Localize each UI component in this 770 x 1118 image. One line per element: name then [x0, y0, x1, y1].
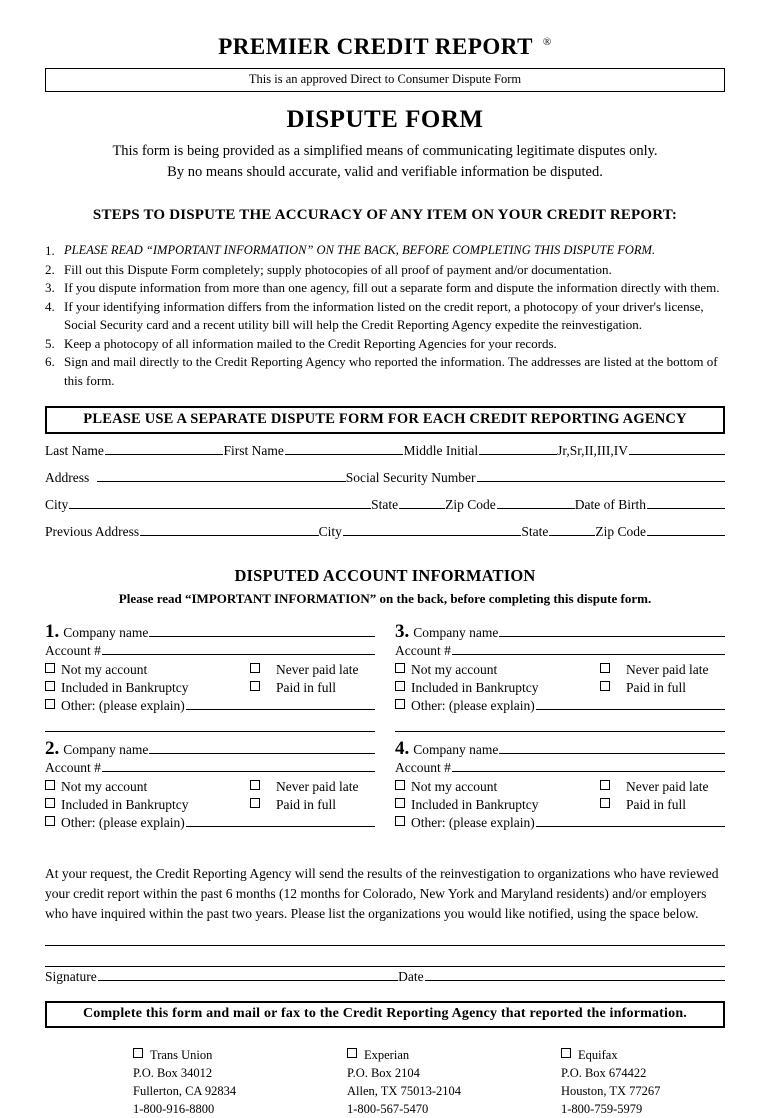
step-number: 6.	[45, 354, 55, 370]
option-label: Paid in full	[626, 796, 686, 812]
option-label: Other: (please explain)	[411, 814, 535, 830]
checkbox-icon[interactable]	[395, 663, 405, 673]
option-other[interactable]	[45, 815, 375, 831]
checkbox-icon[interactable]	[395, 816, 405, 826]
ssn-input[interactable]	[477, 470, 726, 482]
option-label: Other: (please explain)	[411, 697, 535, 713]
agency-name: Experian	[364, 1047, 410, 1062]
middle-initial-label: Middle Initial	[403, 442, 479, 458]
options-row	[45, 662, 375, 678]
option-label: Other: (please explain)	[61, 814, 185, 830]
dispute-options	[45, 779, 375, 831]
approved-notice-text: This is an approved Direct to Consumer Dispute Form	[248, 72, 522, 87]
agency-trans-union	[45, 1046, 297, 1118]
option-not-my-account[interactable]	[45, 779, 250, 795]
option-label: Not my account	[61, 661, 148, 677]
option-included-in-bankruptcy[interactable]	[395, 680, 600, 696]
other-explain-input[interactable]	[186, 815, 375, 827]
agency-name: Trans Union	[150, 1047, 213, 1062]
checkbox-icon[interactable]	[45, 780, 55, 790]
checkbox-icon[interactable]	[133, 1048, 143, 1058]
block-number: 4.	[395, 737, 410, 759]
name-row	[45, 443, 725, 459]
dispute-blocks	[45, 622, 725, 838]
account-number-row	[45, 760, 375, 776]
option-never-paid-late[interactable]	[250, 779, 375, 795]
account-number-row	[395, 760, 725, 776]
account-number-input[interactable]	[452, 760, 725, 772]
checkbox-icon[interactable]	[250, 663, 260, 673]
option-never-paid-late[interactable]	[600, 779, 725, 795]
company-name-row	[395, 739, 725, 758]
previous-state-label: State	[521, 523, 549, 539]
company-name-input[interactable]	[499, 742, 725, 754]
checkbox-icon[interactable]	[600, 798, 610, 808]
step-item	[45, 261, 725, 279]
middle-initial-input[interactable]	[479, 443, 557, 455]
dispute-options	[45, 662, 375, 732]
options-row	[45, 680, 375, 696]
signature-label: Signature	[45, 968, 97, 984]
options-row	[395, 662, 725, 678]
option-label: Not my account	[411, 778, 498, 794]
ssn-label: Social Security Number	[345, 469, 476, 485]
checkbox-icon[interactable]	[395, 798, 405, 808]
checkbox-icon[interactable]	[250, 681, 260, 691]
block-number: 1.	[45, 620, 60, 642]
previous-address-row	[45, 524, 725, 540]
last-name-input[interactable]	[105, 443, 224, 455]
step-number: 3.	[45, 280, 55, 296]
option-label: Paid in full	[276, 796, 336, 812]
agency-po-box: P.O. Box 2104	[347, 1065, 420, 1080]
previous-city-input[interactable]	[343, 524, 522, 536]
company-name-label: Company name	[413, 741, 499, 757]
address-input[interactable]	[97, 470, 346, 482]
agency-name: Equifax	[578, 1047, 618, 1062]
account-number-input[interactable]	[102, 760, 375, 772]
separate-form-notice-text: PLEASE USE A SEPARATE DISPUTE FORM FOR EACH CREDIT REPORTING AGENCY	[83, 410, 687, 427]
checkbox-icon[interactable]	[45, 816, 55, 826]
options-row	[45, 779, 375, 795]
options-row	[395, 680, 725, 696]
other-explain-input[interactable]	[536, 698, 725, 710]
option-label: Paid in full	[276, 679, 336, 695]
agency-po-box: P.O. Box 674422	[561, 1065, 647, 1080]
agency-po-box: P.O. Box 34012	[133, 1065, 213, 1080]
dispute-block	[395, 622, 725, 732]
option-label: Included in Bankruptcy	[411, 679, 539, 695]
option-never-paid-late[interactable]	[600, 662, 725, 678]
step-number: 2.	[45, 261, 55, 277]
signature-row	[45, 969, 725, 985]
account-number-label: Account #	[45, 642, 101, 658]
city-state-zip-row	[45, 497, 725, 513]
checkbox-icon[interactable]	[347, 1048, 357, 1058]
company-name-input[interactable]	[499, 625, 725, 637]
date-of-birth-input[interactable]	[647, 497, 725, 509]
agency-experian	[297, 1046, 511, 1118]
step-item	[45, 242, 725, 260]
option-not-my-account[interactable]	[45, 662, 250, 678]
option-included-in-bankruptcy[interactable]	[395, 797, 600, 813]
agency-name-row[interactable]	[347, 1046, 511, 1064]
option-label: Not my account	[61, 778, 148, 794]
step-item	[45, 298, 725, 335]
options-row	[395, 779, 725, 795]
step-text: Sign and mail directly to the Credit Reporting Agency who reported the information. The addresses are listed at the bottom of this form.	[64, 354, 718, 388]
previous-address-input[interactable]	[140, 524, 319, 536]
options-row	[395, 797, 725, 813]
footer-notice-text: Complete this form and mail or fax to the Credit Reporting Agency that reported the information.	[82, 1005, 688, 1021]
state-input[interactable]	[399, 497, 445, 509]
date-of-birth-label: Date of Birth	[574, 496, 646, 512]
option-other[interactable]	[395, 815, 725, 831]
agency-name-row[interactable]	[561, 1046, 725, 1064]
form-title: DISPUTE FORM	[286, 106, 484, 134]
previous-address-label: Previous Address	[45, 523, 140, 539]
company-name-input[interactable]	[149, 625, 375, 637]
checkbox-icon[interactable]	[45, 663, 55, 673]
disputed-account-title: DISPUTED ACCOUNT INFORMATION	[234, 565, 536, 585]
agency-equifax	[511, 1046, 725, 1118]
date-label: Date	[398, 968, 424, 984]
first-name-input[interactable]	[285, 443, 404, 455]
checkbox-icon[interactable]	[45, 699, 55, 709]
step-number: 4.	[45, 298, 55, 314]
step-number: 5.	[45, 335, 55, 351]
option-label: Included in Bankruptcy	[61, 796, 189, 812]
option-label: Never paid late	[626, 778, 709, 794]
address-row	[45, 470, 725, 486]
step-item	[45, 279, 725, 297]
checkbox-icon[interactable]	[395, 699, 405, 709]
other-explain-continuation-input[interactable]	[45, 719, 375, 732]
previous-state-input[interactable]	[549, 524, 595, 536]
previous-zip-input[interactable]	[647, 524, 725, 536]
options-row	[45, 797, 375, 813]
checkbox-icon[interactable]	[250, 780, 260, 790]
dispute-options	[395, 779, 725, 831]
dispute-block	[45, 739, 375, 831]
separate-form-notice-box	[45, 406, 725, 434]
step-text: Fill out this Dispute Form completely; supply photocopies of all proof of payment and/or documentation.	[64, 261, 612, 277]
company-name-row	[45, 622, 375, 641]
company-name-row	[395, 622, 725, 641]
step-number: 1.	[45, 243, 55, 259]
agency-phone: 1-800-567-5470	[347, 1102, 429, 1117]
company-name-label: Company name	[63, 624, 149, 640]
option-never-paid-late[interactable]	[250, 662, 375, 678]
account-number-label: Account #	[45, 759, 101, 775]
step-text: If you dispute information from more than one agency, fill out a separate form and dispute the information directly with them.	[64, 280, 720, 296]
step-item	[45, 353, 725, 390]
previous-city-label: City	[318, 523, 342, 539]
agency-city-state-zip: Allen, TX 75013-2104	[347, 1083, 461, 1098]
company-name-label: Company name	[413, 624, 499, 640]
option-label: Included in Bankruptcy	[411, 796, 539, 812]
option-included-in-bankruptcy[interactable]	[45, 797, 250, 813]
other-explain-continuation-input[interactable]	[395, 719, 725, 732]
company-name-row	[45, 739, 375, 758]
option-label: Never paid late	[626, 661, 709, 677]
other-explain-input[interactable]	[186, 698, 375, 710]
page-title	[45, 34, 725, 59]
account-number-row	[45, 643, 375, 659]
zip-code-label: Zip Code	[445, 496, 496, 512]
steps-heading: STEPS TO DISPUTE THE ACCURACY OF ANY ITEM ON YOUR CREDIT REPORT:	[92, 207, 678, 224]
agency-phone: 1-800-759-5979	[561, 1102, 643, 1117]
company-name-input[interactable]	[149, 742, 375, 754]
agency-city-state-zip: Houston, TX 77267	[561, 1083, 661, 1098]
suffix-label: Jr,Sr,II,III,IV	[557, 442, 629, 458]
option-label: Never paid late	[276, 661, 359, 677]
dispute-options	[395, 662, 725, 732]
zip-code-input[interactable]	[497, 497, 575, 509]
checkbox-icon[interactable]	[45, 681, 55, 691]
last-name-label: Last Name	[45, 442, 104, 458]
option-paid-in-full[interactable]	[600, 797, 725, 813]
option-label: Not my account	[411, 661, 498, 677]
option-paid-in-full[interactable]	[250, 680, 375, 696]
option-label: Other: (please explain)	[61, 697, 185, 713]
disputed-account-subtitle: Please read “IMPORTANT INFORMATION” on the back, before completing this dispute form.	[118, 590, 652, 606]
city-input[interactable]	[69, 497, 371, 509]
organizations-line-2[interactable]	[45, 946, 725, 967]
account-number-row	[395, 643, 725, 659]
block-number: 2.	[45, 737, 60, 759]
agency-city-state-zip: Fullerton, CA 92834	[133, 1083, 237, 1098]
signature-input[interactable]	[98, 969, 398, 981]
first-name-label: First Name	[223, 442, 284, 458]
checkbox-icon[interactable]	[600, 780, 610, 790]
company-name-label: Company name	[63, 741, 149, 757]
suffix-input[interactable]	[629, 443, 725, 455]
step-item	[45, 335, 725, 353]
agency-name-row[interactable]	[133, 1046, 297, 1064]
checkbox-icon[interactable]	[45, 798, 55, 808]
address-label: Address	[45, 469, 90, 485]
brand-name: PREMIER CREDIT REPORT	[218, 34, 533, 59]
checkbox-icon[interactable]	[600, 663, 610, 673]
account-number-label: Account #	[395, 642, 451, 658]
step-text: If your identifying information differs from the information listed on the credit report, a photocopy of your driver's license, Social Security card and a recent utility bill will help the Credit Reporting Agency expedite the reinvestigation.	[64, 298, 704, 333]
option-other[interactable]	[395, 698, 725, 714]
intro-text	[45, 141, 725, 183]
personal-info-fields	[45, 443, 725, 540]
step-text: PLEASE READ “IMPORTANT INFORMATION” ON THE BACK, BEFORE COMPLETING THIS DISPUTE FORM.	[64, 243, 656, 258]
checkbox-icon[interactable]	[395, 780, 405, 790]
checkbox-icon[interactable]	[395, 681, 405, 691]
account-number-label: Account #	[395, 759, 451, 775]
dispute-block	[395, 739, 725, 831]
dispute-block	[45, 622, 375, 732]
checkbox-icon[interactable]	[250, 798, 260, 808]
previous-zip-label: Zip Code	[595, 523, 647, 539]
agency-phone: 1-800-916-8800	[133, 1102, 215, 1117]
option-label: Paid in full	[626, 679, 686, 695]
option-other[interactable]	[45, 698, 375, 714]
option-included-in-bankruptcy[interactable]	[45, 680, 250, 696]
block-number: 3.	[395, 620, 410, 642]
checkbox-icon[interactable]	[561, 1048, 571, 1058]
option-label: Never paid late	[276, 778, 359, 794]
steps-list	[45, 242, 725, 390]
state-label: State	[371, 496, 399, 512]
option-paid-in-full[interactable]	[250, 797, 375, 813]
intro-line-1: This form is being provided as a simplified means of communicating legitimate disputes only.	[112, 143, 658, 160]
account-number-input[interactable]	[452, 643, 725, 655]
organizations-line-1[interactable]	[45, 925, 725, 946]
option-not-my-account[interactable]	[395, 779, 600, 795]
step-text: Keep a photocopy of all information mailed to the Credit Reporting Agencies for your records.	[64, 335, 557, 351]
option-not-my-account[interactable]	[395, 662, 600, 678]
registered-trademark-icon: ®	[542, 36, 552, 49]
option-paid-in-full[interactable]	[600, 680, 725, 696]
intro-line-2: By no means should accurate, valid and verifiable information be disputed.	[167, 164, 603, 181]
date-input[interactable]	[425, 969, 725, 981]
city-label: City	[45, 496, 69, 512]
option-label: Included in Bankruptcy	[61, 679, 189, 695]
agencies-list	[45, 1046, 725, 1118]
checkbox-icon[interactable]	[600, 681, 610, 691]
other-explain-input[interactable]	[536, 815, 725, 827]
approved-notice-box	[45, 68, 725, 92]
closing-paragraph: At your request, the Credit Reporting Agency will send the results of the reinvestigation to organizations who have reviewed your credit report within the past 6 months (12 months for Colorado, New York and Maryland residents) and/or employers who have inquired within the past two years. Please list the organizations you would like notified, using the space below.	[45, 865, 719, 922]
account-number-input[interactable]	[102, 643, 375, 655]
